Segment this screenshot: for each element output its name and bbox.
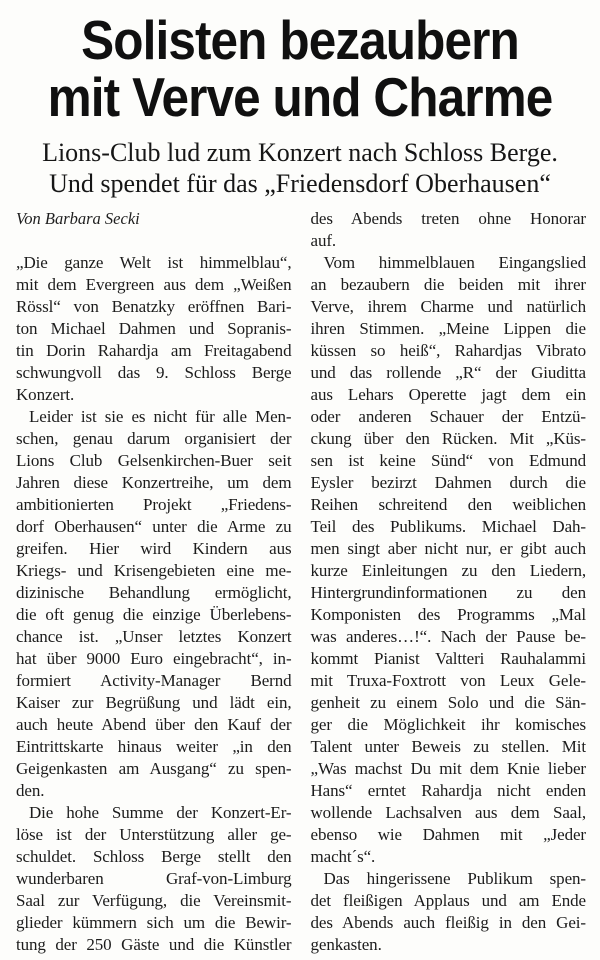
body-line: det fleißigen Applaus und am Ende xyxy=(310,891,586,910)
body-line: glieder kümmern sich um die Bewir- xyxy=(16,913,292,932)
body-line: Kaiser zur Begrüßung und lädt ein, xyxy=(16,693,292,712)
body-line: Jahren diese Konzertreihe, um dem xyxy=(16,473,292,492)
body-line: hat über 9000 Euro eingebracht“, in- xyxy=(16,649,292,668)
body-line: Vom himmelblauen Eingangslied xyxy=(323,253,586,272)
column-right-body xyxy=(311,208,587,956)
body-line: Talent unter Beweis zu stellen. Mit xyxy=(310,737,586,756)
body-line: dorf Oberhausen“ unter die Arme zu xyxy=(16,517,292,536)
body-line: mit dem Evergreen aus dem „Weißen xyxy=(16,275,292,294)
body-line: schuldet. Schloss Berge stellt den xyxy=(16,847,292,866)
body-line: kommt Pianist Valtteri Rauhalammi xyxy=(310,649,586,668)
body-line: ambitionierten Projekt „Friedens- xyxy=(16,495,292,514)
body-line: Das hingerissene Publikum spen- xyxy=(323,869,586,888)
body-line: Eysler bezirzt Dahmen durch die xyxy=(310,473,586,492)
body-line: Reihen schreitend den weiblichen xyxy=(310,495,586,514)
body-line: die oft genug die einzige Überlebens- xyxy=(16,605,292,624)
body-line: Hintergrundinformationen zu den xyxy=(310,583,586,602)
body-line: was anderes…!“. Nach der Pause be- xyxy=(310,627,586,646)
body-line: Hans“ erntet Rahardja nicht enden xyxy=(310,781,586,800)
subhead-line-1: Lions-Club lud zum Konzert nach Schloss Berge. xyxy=(42,138,558,167)
body-line: Rössl“ von Benatzky eröffnen Bari- xyxy=(16,297,292,316)
body-line: Teil des Publikums. Michael Dah- xyxy=(310,517,586,536)
body-line: genkasten. xyxy=(310,935,382,954)
body-line: und das rollende „R“ der Giuditta xyxy=(310,363,586,382)
body-line: Die hohe Summe der Konzert-Er- xyxy=(29,803,292,822)
subhead-line-2: Und spendet für das „Friedensdorf Oberhausen“ xyxy=(49,169,551,198)
body-line: men singt aber nicht nur, er gibt auch xyxy=(310,539,586,558)
body-line: „Die ganze Welt ist himmelblau“, xyxy=(16,253,292,272)
body-line: mit Truxa-Foxtrott von Leux Gele- xyxy=(310,671,586,690)
headline-line-1: Solisten bezaubern xyxy=(81,9,519,71)
article-headline xyxy=(30,9,570,128)
body-line: den. xyxy=(16,781,45,800)
body-line: Eintrittskarte hinaus weiter „in den xyxy=(16,737,292,756)
body-line: Verve, ihrem Charme und natürlich xyxy=(310,297,586,316)
body-line: des Abends treten ohne Honorar xyxy=(310,209,586,228)
body-line: genheit zu einem Solo und die Sän- xyxy=(310,693,586,712)
body-line: Konzert. xyxy=(16,385,75,404)
body-line: Saal zur Verfügung, die Vereinsmit- xyxy=(16,891,292,910)
body-line: aus Lehars Operette jagt dem ein xyxy=(310,385,586,404)
body-line: Kriegs- und Krisengebieten eine me- xyxy=(16,561,292,580)
body-line: des Abends auch fleißig in den Gei- xyxy=(310,913,586,932)
body-line: chance ist. „Unser letztes Konzert xyxy=(16,627,292,646)
body-line: ton Michael Dahmen und Sopranis- xyxy=(16,319,292,338)
byline: Von Barbara Secki xyxy=(16,209,140,228)
body-line: schwungvoll das 9. Schloss Berge xyxy=(16,363,292,382)
body-line: formiert Activity-Manager Bernd xyxy=(16,671,292,690)
body-line: ger die Möglichkeit ihr komisches xyxy=(310,715,586,734)
body-line: tin Dorin Rahardja am Freitagabend xyxy=(16,341,292,360)
body-line: dizinische Behandlung ermöglicht, xyxy=(16,583,292,602)
body-line: Lions Club Gelsenkirchen-Buer seit xyxy=(16,451,292,470)
body-line: kurze Einleitungen zu den Liedern, xyxy=(310,561,586,580)
body-line: greifen. Hier wird Kindern aus xyxy=(16,539,292,558)
body-line: wunderbaren Graf-von-Limburg xyxy=(16,869,292,888)
article-subhead xyxy=(0,137,600,199)
body-line: oder anderen Schauer der Entzü- xyxy=(310,407,586,426)
column-left xyxy=(16,208,292,956)
column-left-body xyxy=(16,252,292,956)
body-line: tung der 250 Gäste und die Künstler xyxy=(16,935,292,954)
body-line: ebenso wie Dahmen mit „Jeder xyxy=(310,825,586,844)
body-line: auf. xyxy=(310,231,337,250)
body-line: an bezaubern die beiden mit ihrer xyxy=(310,275,586,294)
article-columns xyxy=(0,208,600,956)
body-line: ckung über den Rücken. Mit „Küs- xyxy=(310,429,586,448)
body-line: „Was machst Du mit dem Knie lieber xyxy=(310,759,586,778)
body-line: Leider ist sie es nicht für alle Men- xyxy=(29,407,292,426)
body-line: Geigenkasten am Ausgang“ zu spen- xyxy=(16,759,292,778)
headline-line-2: mit Verve und Charme xyxy=(47,66,553,128)
body-line: ihren Stimmen. „Meine Lippen die xyxy=(310,319,586,338)
body-line: löse ist der Unterstützung aller ge- xyxy=(16,825,292,844)
body-line: küssen so heiß“, Rahardjas Vibrato xyxy=(310,341,586,360)
column-right xyxy=(311,208,587,956)
body-line: sen ist keine Sünd“ von Edmund xyxy=(310,451,586,470)
body-line: auch heute Abend über den Kauf der xyxy=(16,715,292,734)
body-line: wollende Lachsalven aus dem Saal, xyxy=(310,803,586,822)
body-line: schen, genau darum organisiert der xyxy=(16,429,292,448)
body-line: macht´s“. xyxy=(310,847,376,866)
body-line: Komponisten des Programms „Mal xyxy=(310,605,586,624)
